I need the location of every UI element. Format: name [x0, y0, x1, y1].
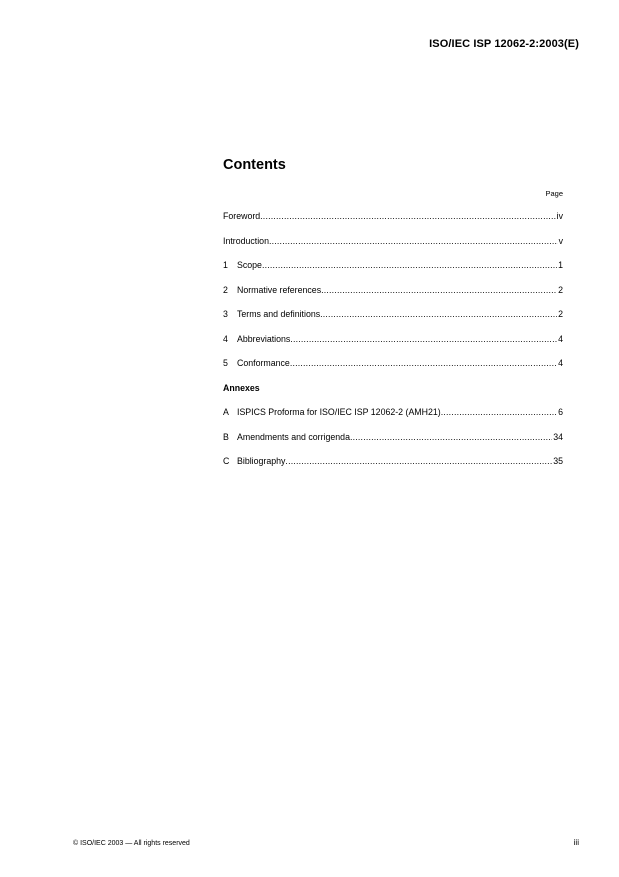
page-column-label: Page — [545, 189, 563, 198]
toc-entry-page: 1 — [558, 260, 563, 270]
toc-entry-page: 4 — [558, 358, 563, 368]
contents-title: Contents — [223, 157, 286, 173]
footer-page-number: iii — [573, 838, 579, 847]
toc-entry-foreword[interactable] — [223, 209, 563, 234]
toc-entry-annex-b[interactable] — [223, 430, 563, 455]
toc-entry-number: A — [223, 407, 229, 417]
toc-entry-title: Abbreviations — [237, 333, 291, 344]
toc-entry-page: 2 — [558, 309, 563, 319]
document-code: ISO/IEC ISP 12062-2:2003(E) — [429, 38, 579, 50]
toc-entry-title: Amendments and corrigenda — [237, 431, 350, 442]
toc-leader — [320, 307, 557, 321]
toc-entry-number: 5 — [223, 358, 228, 368]
toc-entry-title: Scope — [237, 260, 262, 270]
toc-entry-introduction[interactable] — [223, 234, 563, 259]
toc-leader — [269, 234, 558, 248]
toc-leader — [321, 283, 557, 297]
toc-entry-annex-c[interactable] — [223, 454, 563, 479]
toc-entry-number: 3 — [223, 309, 228, 319]
toc-entry-page: iv — [556, 211, 563, 221]
toc-entry-number: 2 — [223, 284, 228, 295]
toc-entry-page: 6 — [558, 407, 563, 417]
toc-entry-number: 1 — [223, 260, 228, 270]
toc-entry-title: Foreword — [223, 211, 261, 221]
toc-entry-page: 2 — [558, 284, 563, 295]
toc-leader — [350, 430, 552, 444]
toc-entry-title: Normative references — [237, 284, 322, 295]
toc-entry-page: 34 — [553, 431, 563, 442]
toc-leader — [290, 332, 557, 346]
toc-entry-conformance[interactable] — [223, 356, 563, 381]
toc-entry-page: 35 — [553, 456, 563, 466]
toc-entry-title: Bibliography — [237, 456, 286, 466]
toc-entry-number: B — [223, 431, 229, 442]
toc-entry-number: 4 — [223, 333, 228, 344]
toc-leader — [262, 258, 557, 272]
toc-leader — [285, 454, 552, 468]
toc-leader — [260, 209, 555, 223]
toc-entry-abbreviations[interactable] — [223, 332, 563, 357]
toc-entry-scope[interactable] — [223, 258, 563, 283]
toc-entry-title: ISPICS Proforma for ISO/IEC ISP 12062-2 (AMH21) — [237, 407, 441, 417]
toc-entry-title: Introduction — [223, 235, 269, 246]
toc-entry-number: C — [223, 456, 230, 466]
footer-copyright: © ISO/IEC 2003 — All rights reserved — [73, 840, 190, 847]
toc-entry-annex-a[interactable] — [223, 405, 563, 430]
annexes-heading: Annexes — [223, 382, 260, 393]
toc-entry-page: v — [558, 235, 563, 246]
toc-entry-page: 4 — [558, 333, 563, 344]
toc-entry-title: Terms and definitions — [237, 309, 321, 319]
toc-entry-terms-and-definitions[interactable] — [223, 307, 563, 332]
toc-entry-normative-references[interactable] — [223, 283, 563, 308]
toc-entry-title: Conformance — [237, 358, 290, 368]
table-of-contents — [223, 209, 563, 479]
toc-leader — [441, 405, 557, 419]
toc-leader — [290, 356, 557, 370]
